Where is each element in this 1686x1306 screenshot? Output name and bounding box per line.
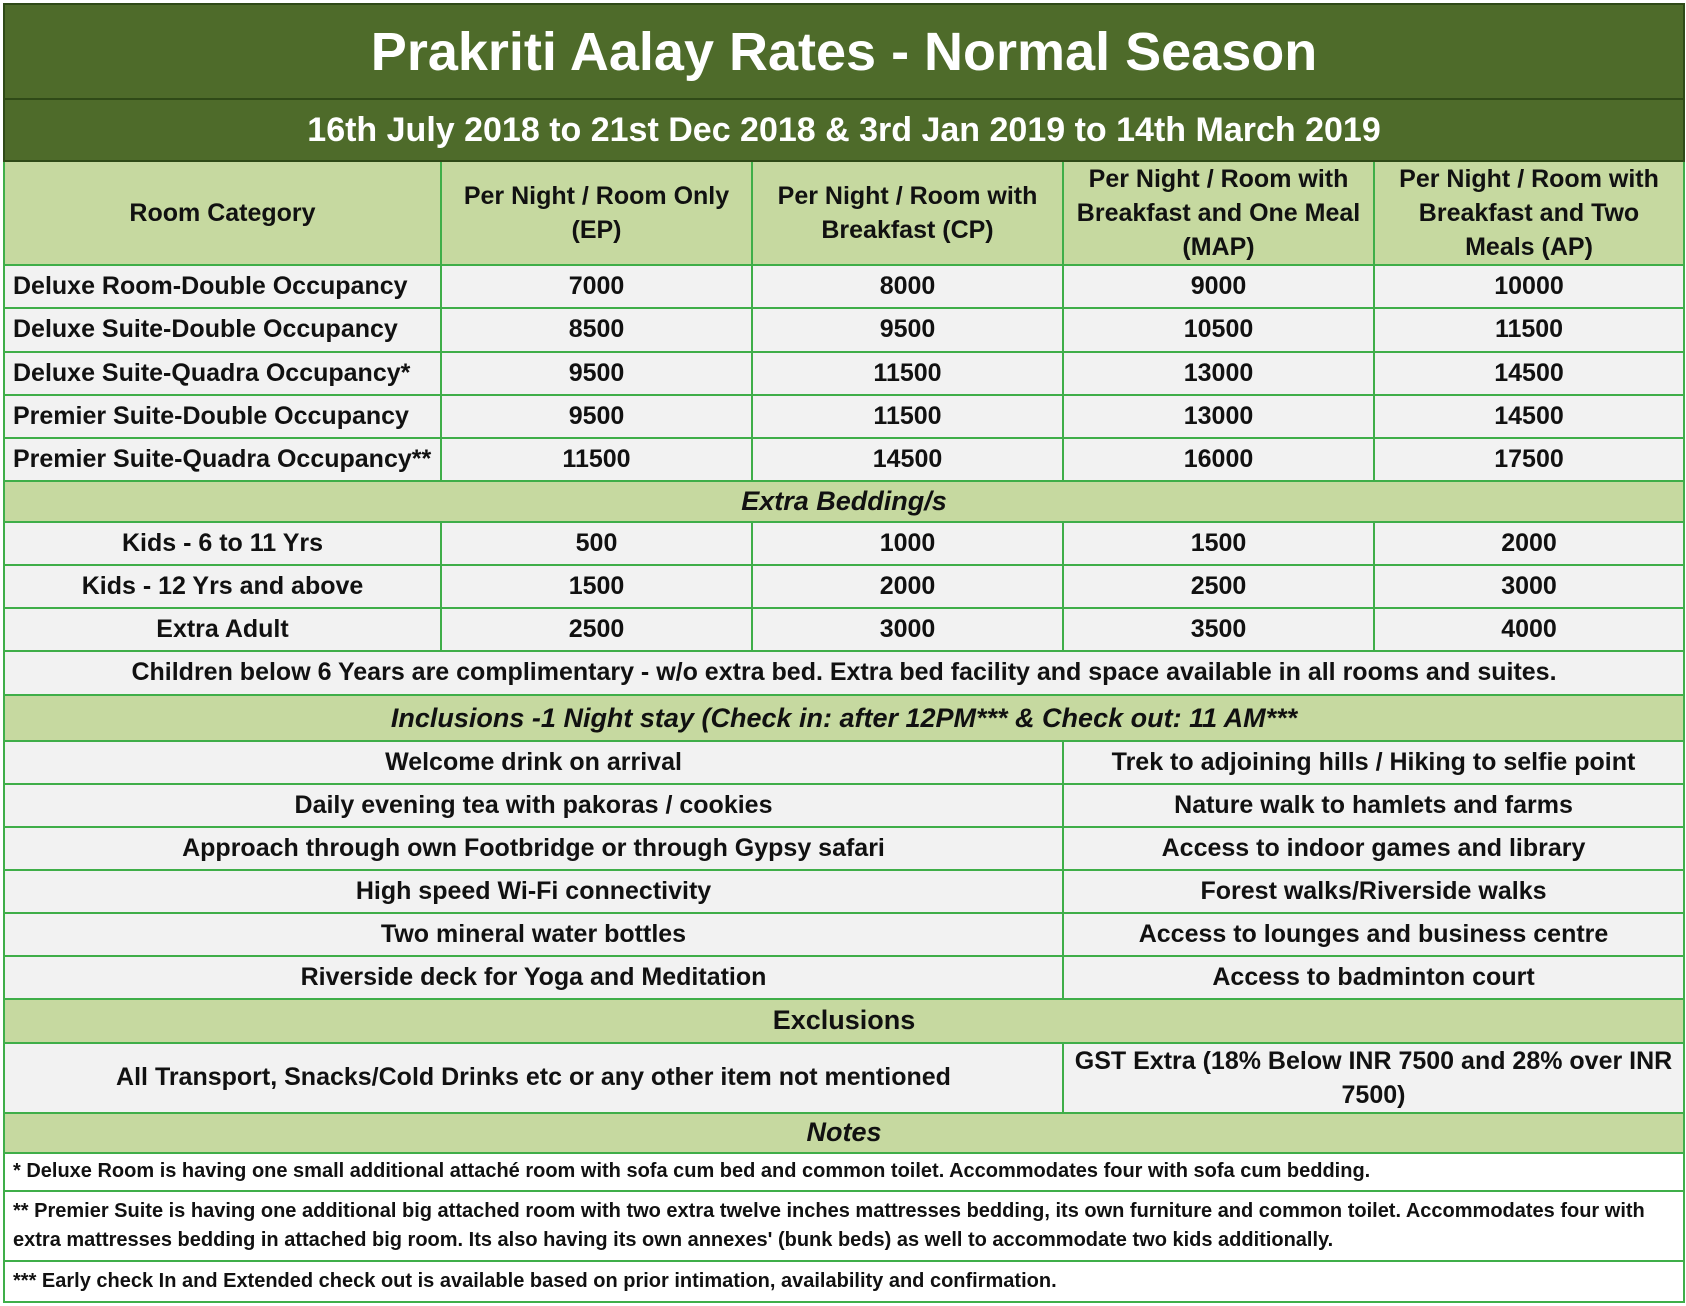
inclusion-item: Trek to adjoining hills / Hiking to selfie point	[1063, 741, 1684, 784]
rate-cp: 1000	[752, 522, 1063, 565]
rate-map: 13000	[1063, 352, 1374, 395]
column-header-room-category: Room Category	[4, 161, 441, 265]
extra-bed-label: Extra Adult	[4, 608, 441, 651]
room-row	[4, 352, 1684, 395]
exclusions-heading: Exclusions	[4, 999, 1684, 1042]
rate-cp: 14500	[752, 438, 1063, 481]
extra-bed-row	[4, 608, 1684, 651]
rate-map: 1500	[1063, 522, 1374, 565]
rate-map: 16000	[1063, 438, 1374, 481]
rate-ep: 9500	[441, 395, 752, 438]
rate-ap: 3000	[1374, 565, 1684, 608]
rate-cp: 2000	[752, 565, 1063, 608]
rate-map: 10500	[1063, 308, 1374, 351]
room-name: Deluxe Suite-Double Occupancy	[4, 308, 441, 351]
column-header-cp: Per Night / Room with Breakfast (CP)	[752, 161, 1063, 265]
rate-map: 3500	[1063, 608, 1374, 651]
rate-ap: 17500	[1374, 438, 1684, 481]
inclusion-row	[4, 870, 1684, 913]
inclusion-item: Two mineral water bottles	[4, 913, 1063, 956]
inclusion-row	[4, 827, 1684, 870]
extra-bed-row	[4, 565, 1684, 608]
column-header-ep: Per Night / Room Only (EP)	[441, 161, 752, 265]
inclusion-item: Welcome drink on arrival	[4, 741, 1063, 784]
inclusion-row	[4, 784, 1684, 827]
rate-ep: 9500	[441, 352, 752, 395]
children-policy-note: Children below 6 Years are complimentary - w/o extra bed. Extra bed facility and space available in all rooms and suites.	[4, 651, 1684, 695]
note-item: * Deluxe Room is having one small additional attaché room with sofa cum bed and common toilet. Accommodates four with sofa cum bedding.	[4, 1153, 1684, 1191]
note-item: *** Early check In and Extended check out is available based on prior intimation, availability and confirmation.	[4, 1261, 1684, 1302]
rate-ap: 2000	[1374, 522, 1684, 565]
rate-ep: 11500	[441, 438, 752, 481]
extra-bed-label: Kids - 12 Yrs and above	[4, 565, 441, 608]
room-name: Deluxe Room-Double Occupancy	[4, 265, 441, 308]
rate-ep: 8500	[441, 308, 752, 351]
rate-ap: 10000	[1374, 265, 1684, 308]
exclusion-item: All Transport, Snacks/Cold Drinks etc or any other item not mentioned	[4, 1043, 1063, 1113]
column-header-map: Per Night / Room with Breakfast and One Meal (MAP)	[1063, 161, 1374, 265]
extra-bedding-heading: Extra Bedding/s	[4, 481, 1684, 522]
rate-ep: 1500	[441, 565, 752, 608]
rate-map: 13000	[1063, 395, 1374, 438]
rate-cp: 11500	[752, 352, 1063, 395]
room-row	[4, 265, 1684, 308]
room-row	[4, 395, 1684, 438]
room-name: Deluxe Suite-Quadra Occupancy*	[4, 352, 441, 395]
inclusion-row	[4, 913, 1684, 956]
column-header-ap: Per Night / Room with Breakfast and Two Meals (AP)	[1374, 161, 1684, 265]
room-name: Premier Suite-Quadra Occupancy**	[4, 438, 441, 481]
rate-cp: 8000	[752, 265, 1063, 308]
rate-map: 2500	[1063, 565, 1374, 608]
rate-ep: 500	[441, 522, 752, 565]
rate-cp: 11500	[752, 395, 1063, 438]
rate-ap: 11500	[1374, 308, 1684, 351]
rate-ep: 7000	[441, 265, 752, 308]
inclusion-item: Riverside deck for Yoga and Meditation	[4, 956, 1063, 999]
inclusion-item: Access to lounges and business centre	[1063, 913, 1684, 956]
room-name: Premier Suite-Double Occupancy	[4, 395, 441, 438]
rate-map: 9000	[1063, 265, 1374, 308]
inclusion-item: Nature walk to hamlets and farms	[1063, 784, 1684, 827]
inclusion-item: Access to indoor games and library	[1063, 827, 1684, 870]
season-dates: 16th July 2018 to 21st Dec 2018 & 3rd Jan 2019 to 14th March 2019	[4, 99, 1684, 161]
rate-ep: 2500	[441, 608, 752, 651]
note-item: ** Premier Suite is having one additional big attached room with two extra twelve inches mattresses bedding, its own furniture and common toilet. Accommodates four with extra mattresses bedding in attached big room. Its also having its own annexes' (bunk beds) as well to accommodate two kids additionally.	[4, 1191, 1684, 1261]
page-title: Prakriti Aalay Rates - Normal Season	[4, 4, 1684, 99]
rate-ap: 14500	[1374, 395, 1684, 438]
inclusions-heading: Inclusions -1 Night stay (Check in: after 12PM*** & Check out: 11 AM***	[4, 695, 1684, 741]
notes-heading: Notes	[4, 1113, 1684, 1153]
rate-ap: 4000	[1374, 608, 1684, 651]
rate-cp: 3000	[752, 608, 1063, 651]
gst-exclusion: GST Extra (18% Below INR 7500 and 28% over INR 7500)	[1063, 1043, 1684, 1113]
inclusion-item: Approach through own Footbridge or through Gypsy safari	[4, 827, 1063, 870]
room-row	[4, 308, 1684, 351]
inclusion-item: High speed Wi-Fi connectivity	[4, 870, 1063, 913]
inclusion-row	[4, 956, 1684, 999]
rate-table	[3, 3, 1685, 1303]
room-row	[4, 438, 1684, 481]
inclusion-row	[4, 741, 1684, 784]
inclusion-item: Forest walks/Riverside walks	[1063, 870, 1684, 913]
extra-bed-label: Kids - 6 to 11 Yrs	[4, 522, 441, 565]
inclusion-item: Daily evening tea with pakoras / cookies	[4, 784, 1063, 827]
rate-ap: 14500	[1374, 352, 1684, 395]
rate-cp: 9500	[752, 308, 1063, 351]
inclusion-item: Access to badminton court	[1063, 956, 1684, 999]
extra-bed-row	[4, 522, 1684, 565]
exclusion-row	[4, 1043, 1684, 1113]
